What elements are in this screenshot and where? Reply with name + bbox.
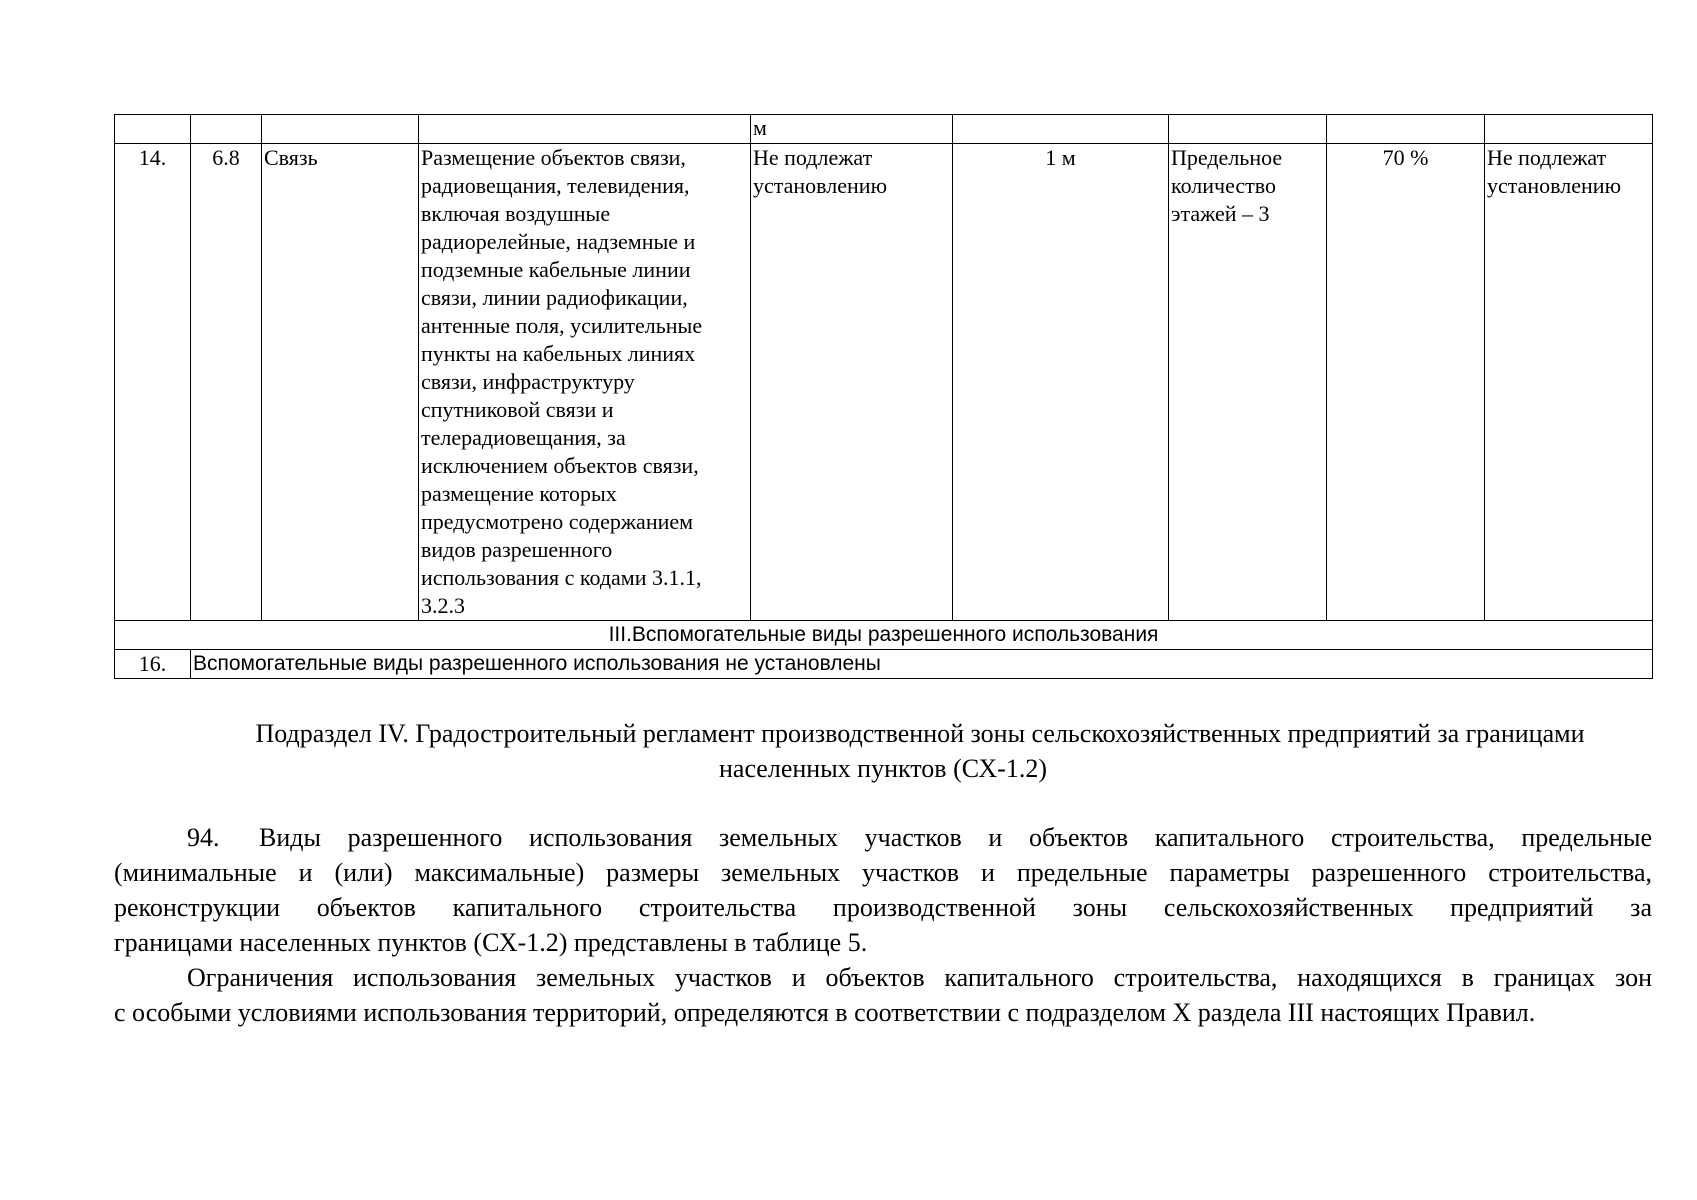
row-description xyxy=(419,144,751,621)
description-line: радиорелейные, надземные и xyxy=(421,229,696,254)
description-line: включая воздушные xyxy=(421,201,611,226)
table-cell xyxy=(1485,115,1653,144)
description-line: телерадиовещания, за xyxy=(421,425,626,450)
subsection-heading xyxy=(114,716,1652,786)
paragraph-94 xyxy=(114,820,1652,960)
description-line: использования с кодами 3.1.1, xyxy=(421,565,702,590)
table-cell xyxy=(115,115,191,144)
row-floors: Предельное количество этажей – 3 xyxy=(1169,144,1327,621)
description-line: спутниковой связи и xyxy=(421,397,614,422)
description-line: исключением объектов связи, xyxy=(421,453,699,478)
table-row-16 xyxy=(115,650,1653,679)
description-line: 3.2.3 xyxy=(421,593,465,618)
description-line: связи, инфраструктуру xyxy=(421,369,635,394)
row-code: 6.8 xyxy=(191,144,262,621)
row-coverage: 70 % xyxy=(1327,144,1485,621)
paragraph-line xyxy=(114,820,1652,855)
row-setback: 1 м xyxy=(953,144,1169,621)
paragraph-line: реконструкции объектов капитального строительства производственной зоны сельскохозяйственных предприятий за xyxy=(114,893,1652,922)
row-text: Вспомогательные виды разрешенного использования не установлены xyxy=(191,650,1653,679)
heading-line: Подраздел IV. Градостроительный регламент производственной зоны сельскохозяйственных предприятий за границами xyxy=(255,719,1585,748)
description-line: радиовещания, телевидения, xyxy=(421,173,690,198)
description-line: предусмотрено содержанием xyxy=(421,509,694,534)
row-number: 14. xyxy=(115,144,191,621)
table-cell xyxy=(953,115,1169,144)
table-cell xyxy=(419,115,751,144)
paragraph-text: Виды разрешенного использования земельных участков и объектов капитального строительства, предельные xyxy=(259,823,1652,852)
regulation-table xyxy=(114,114,1653,679)
row-plot-size: Не подлежат установлению xyxy=(751,144,953,621)
heading-line: населенных пунктов (СХ-1.2) xyxy=(719,754,1047,783)
table-cell xyxy=(262,115,419,144)
description-line: размещение которых xyxy=(421,481,617,506)
row-other-params: Не подлежат установлению xyxy=(1485,144,1653,621)
table-cell-unit: м xyxy=(751,115,953,144)
description-line: антенные поля, усилительные xyxy=(421,313,703,338)
paragraph-number: 94. xyxy=(187,823,220,852)
table-section-row xyxy=(115,621,1653,650)
row-number: 16. xyxy=(115,650,191,679)
paragraph-limits xyxy=(114,960,1652,1030)
paragraph-line: границами населенных пунктов (СХ-1.2) представлены в таблице 5. xyxy=(114,928,868,957)
paragraph-text: Ограничения использования земельных участков и объектов капитального строительства, находящихся в границах зон xyxy=(187,963,1652,992)
description-line: Размещение объектов связи, xyxy=(421,145,686,170)
table-cell xyxy=(1327,115,1485,144)
paragraph-line xyxy=(114,960,1652,995)
description-line: видов разрешенного xyxy=(421,537,613,562)
table-cell xyxy=(1169,115,1327,144)
section-title: III.Вспомогательные виды разрешенного использования xyxy=(115,621,1653,650)
row-name: Связь xyxy=(262,144,419,621)
table-cell xyxy=(191,115,262,144)
table-row-continuation xyxy=(115,115,1653,144)
table-row-14 xyxy=(115,144,1653,621)
description-line: пункты на кабельных линиях xyxy=(421,341,696,366)
paragraph-line: с особыми условиями использования территорий, определяются в соответствии с подразделом Х раздела III настоящих Правил. xyxy=(114,998,1536,1027)
description-line: подземные кабельные линии xyxy=(421,257,691,282)
paragraph-line: (минимальные и (или) максимальные) размеры земельных участков и предельные параметры разрешенного строительства, xyxy=(114,858,1652,887)
description-line: связи, линии радиофикации, xyxy=(421,285,688,310)
